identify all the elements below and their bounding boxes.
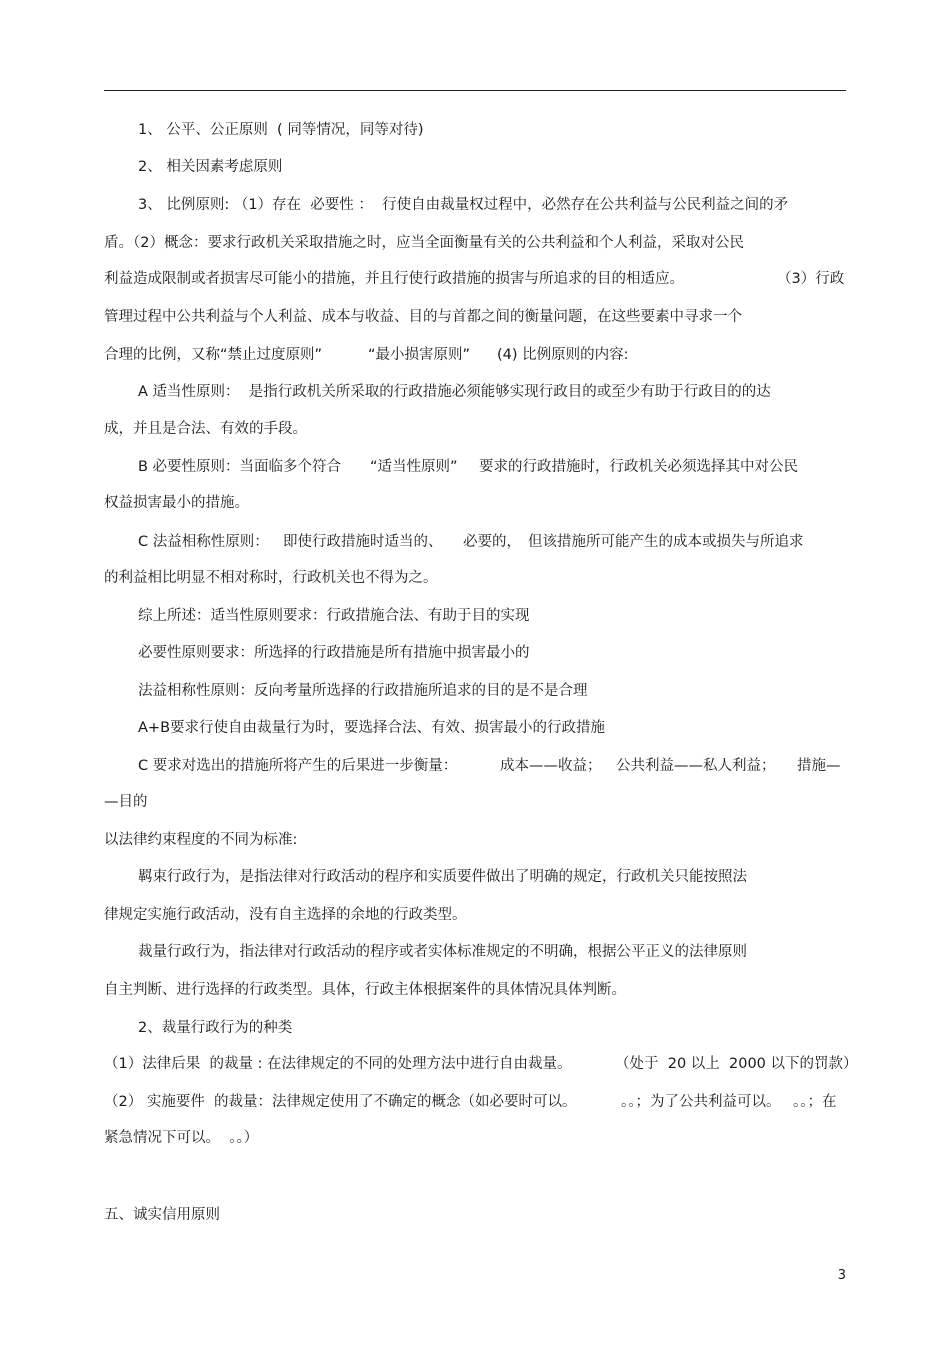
header-rule xyxy=(104,90,846,91)
text-line: 。。；在 xyxy=(793,1094,837,1110)
text-line: 必要的， xyxy=(463,534,521,550)
text-line: B 必要性原则：当面临多个符合 xyxy=(138,459,342,475)
text-line: 但该措施所可能产生的成本或损失与所追求 xyxy=(528,534,804,550)
text-line: 自主判断、进行选择的行政类型。具体，行政主体根据案件的具体情况具体判断。 xyxy=(104,982,626,998)
text-line: 综上所述：适当性原则要求：行政措施合法、有助于目的实现 xyxy=(138,608,530,624)
section-heading: 五、诚实信用原则 xyxy=(104,1207,220,1223)
text-line: （3）行政 xyxy=(777,271,845,287)
text-line: （处于 20 以上 2000 以下的罚款） xyxy=(615,1056,858,1072)
text-line: C 法益相称性原则： xyxy=(138,534,269,550)
text-line: 2、裁量行政行为的种类 xyxy=(138,1020,293,1036)
text-line: 公共利益——私人利益； xyxy=(616,758,776,774)
text-line: 利益造成限制或者损害尽可能小的措施，并且行使行政措施的损害与所追求的目的相适应。 xyxy=(104,271,684,287)
text-line: 律规定实施行政活动，没有自主选择的余地的行政类型。 xyxy=(104,907,467,923)
text-line: 权益损害最小的措施。 xyxy=(104,495,249,511)
text-line: 必要性原则要求：所选择的行政措施是所有措施中损害最小的 xyxy=(138,645,530,661)
text-line: （2） 实施要件 的裁量：法律规定使用了不确定的概念（如必要时可以。 xyxy=(104,1094,577,1110)
text-line: 要求的行政措施时，行政机关必须选择其中对公民 xyxy=(479,459,798,475)
text-line: 1、 公平、公正原则 ( 同等情况，同等对待) xyxy=(138,122,424,138)
text-line: 羁束行政行为，是指法律对行政活动的程序和实质要件做出了明确的规定，行政机关只能按照法 xyxy=(138,869,747,885)
text-line: 的利益相比明显不相对称时，行政机关也不得为之。 xyxy=(104,570,438,586)
text-line: “适当性原则” xyxy=(370,459,458,475)
text-line: C 要求对选出的措施所将产生的后果进一步衡量： xyxy=(138,758,458,774)
text-line: 以法律约束程度的不同为标准: xyxy=(104,832,298,848)
text-line: 措施— xyxy=(797,758,841,774)
text-line: 成，并且是合法、有效的手段。 xyxy=(104,421,307,437)
text-line: 合理的比例，又称“禁止过度原则” xyxy=(104,347,323,363)
text-line: (4) 比例原则的内容: xyxy=(497,347,629,363)
text-line: —目的 xyxy=(104,794,148,810)
page-number: 3 xyxy=(837,1268,846,1283)
text-line: 管理过程中公共利益与个人利益、成本与收益、目的与首都之间的衡量问题，在这些要素中寻求一个 xyxy=(104,309,742,325)
text-line: 裁量行政行为，指法律对行政活动的程序或者实体标准规定的不明确，根据公平正义的法律原则 xyxy=(138,944,747,960)
text-line: （1）法律后果 的裁量 : 在法律规定的不同的处理方法中进行自由裁量。 xyxy=(104,1056,572,1072)
text-line: 2、 相关因素考虑原则 xyxy=(138,159,283,175)
text-line: 成本——收益； xyxy=(500,758,602,774)
text-line: 即使行政措施时适当的、 xyxy=(283,534,443,550)
text-line: A 适当性原则： 是指行政机关所采取的行政措施必须能够实现行政目的或至少有助于行政目的的达 xyxy=(138,384,771,400)
text-line: 。。；为了公共利益可以。 xyxy=(621,1094,781,1110)
text-line: “最小损害原则” xyxy=(368,347,471,363)
text-line: 紧急情况下可以。 。。） xyxy=(104,1130,259,1146)
text-line: 法益相称性原则：反向考量所选择的行政措施所追求的目的是不是合理 xyxy=(138,683,588,699)
text-line: A+B要求行使自由裁量行为时，要选择合法、有效、损害最小的行政措施 xyxy=(138,720,606,736)
text-line: 3、 比例原则: （1）存在 必要性 ： 行使自由裁量权过程中，必然存在公共利益与公民利益之间的矛 xyxy=(138,197,789,213)
text-line: 盾。（2）概念：要求行政机关采取措施之时，应当全面衡量有关的公共利益和个人利益，采取对公民 xyxy=(104,235,744,251)
